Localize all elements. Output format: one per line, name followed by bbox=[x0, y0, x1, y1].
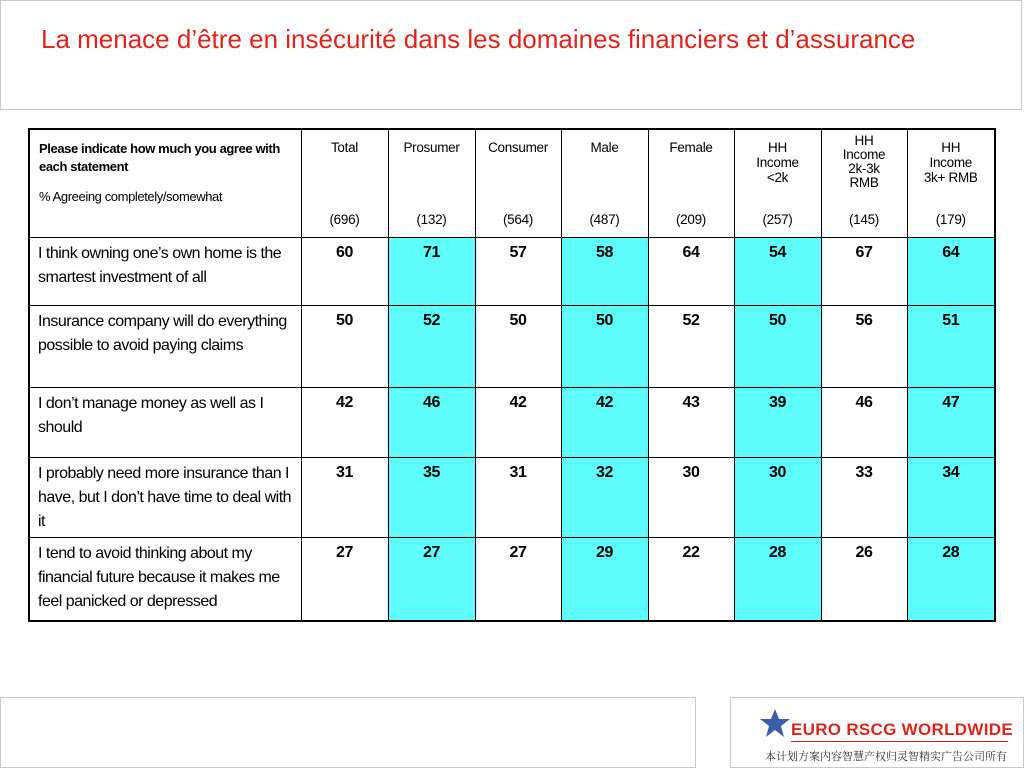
value-cell: 71 bbox=[388, 237, 475, 305]
table-row bbox=[29, 537, 995, 621]
table-row bbox=[29, 457, 995, 537]
title-frame bbox=[0, 0, 1022, 110]
value-cell: 31 bbox=[475, 457, 561, 537]
slide-title: La menace d’être en insécurité dans les domaines financiers et d’assurance bbox=[41, 24, 916, 54]
value-cell: 31 bbox=[301, 457, 388, 537]
value-cell: 27 bbox=[475, 537, 561, 621]
value-cell: 56 bbox=[821, 305, 907, 387]
footer-left-panel bbox=[0, 697, 696, 768]
column-label: HH Income <2k bbox=[756, 140, 799, 185]
copyright-notice: 本计划方案内容智慧产权归灵智精实广告公司所有 bbox=[765, 751, 1007, 763]
column-sample-size: (209) bbox=[675, 212, 706, 227]
column-header-total bbox=[301, 129, 388, 237]
value-cell: 30 bbox=[648, 457, 734, 537]
value-cell: 51 bbox=[907, 305, 995, 387]
column-label: Prosumer bbox=[403, 140, 460, 155]
table-body bbox=[29, 237, 995, 621]
value-cell: 47 bbox=[907, 387, 995, 457]
column-sample-size: (564) bbox=[502, 212, 533, 227]
value-cell: 46 bbox=[821, 387, 907, 457]
value-cell: 42 bbox=[561, 387, 648, 457]
value-cell: 29 bbox=[561, 537, 648, 621]
value-cell: 26 bbox=[821, 537, 907, 621]
value-cell: 52 bbox=[648, 305, 734, 387]
column-label: HH Income 3k+ RMB bbox=[923, 140, 978, 185]
value-cell: 64 bbox=[907, 237, 995, 305]
table-row bbox=[29, 237, 995, 305]
value-cell: 67 bbox=[821, 237, 907, 305]
value-cell: 57 bbox=[475, 237, 561, 305]
column-header-male bbox=[561, 129, 648, 237]
survey-table bbox=[28, 128, 996, 622]
table-row bbox=[29, 305, 995, 387]
value-cell: 28 bbox=[734, 537, 821, 621]
star-icon bbox=[759, 708, 791, 738]
table-row bbox=[29, 387, 995, 457]
column-header-hh-income-under-2k bbox=[734, 129, 821, 237]
column-header-hh-income-3k-plus bbox=[907, 129, 995, 237]
value-cell: 58 bbox=[561, 237, 648, 305]
value-cell: 50 bbox=[301, 305, 388, 387]
survey-table-container bbox=[28, 128, 996, 619]
value-cell: 50 bbox=[734, 305, 821, 387]
value-cell: 50 bbox=[561, 305, 648, 387]
column-label: Female bbox=[669, 140, 713, 155]
value-cell: 22 bbox=[648, 537, 734, 621]
statement-cell: Insurance company will do everything possible to avoid paying claims bbox=[29, 305, 301, 387]
column-header-hh-income-2k-3k bbox=[821, 129, 907, 237]
value-cell: 32 bbox=[561, 457, 648, 537]
question-header-cell bbox=[29, 129, 301, 237]
logo-underline bbox=[791, 741, 1008, 742]
column-label: Total bbox=[330, 140, 359, 155]
company-logo-text: EURO RSCG WORLDWIDE bbox=[791, 720, 1013, 739]
column-sample-size: (179) bbox=[935, 212, 966, 227]
value-cell: 33 bbox=[821, 457, 907, 537]
footer-logo-panel bbox=[730, 697, 1024, 768]
column-sample-size: (487) bbox=[589, 212, 620, 227]
statement-cell: I think owning one’s own home is the smartest investment of all bbox=[29, 237, 301, 305]
column-label: HH Income 2k-3k RMB bbox=[842, 133, 886, 190]
column-sample-size: (132) bbox=[416, 212, 447, 227]
value-cell: 64 bbox=[648, 237, 734, 305]
column-header-female bbox=[648, 129, 734, 237]
statement-cell: I probably need more insurance than I have, but I don’t have time to deal with it bbox=[29, 457, 301, 537]
column-sample-size: (696) bbox=[329, 212, 360, 227]
statement-cell: I tend to avoid thinking about my financial future because it makes me feel panicked or depressed bbox=[29, 537, 301, 621]
value-cell: 34 bbox=[907, 457, 995, 537]
value-cell: 54 bbox=[734, 237, 821, 305]
value-cell: 30 bbox=[734, 457, 821, 537]
value-cell: 35 bbox=[388, 457, 475, 537]
value-cell: 39 bbox=[734, 387, 821, 457]
header-row bbox=[29, 129, 995, 237]
value-cell: 50 bbox=[475, 305, 561, 387]
column-sample-size: (257) bbox=[762, 212, 793, 227]
column-header-consumer bbox=[475, 129, 561, 237]
question-header: Please indicate how much you agree with each statement bbox=[39, 141, 280, 174]
value-cell: 42 bbox=[475, 387, 561, 457]
column-header-prosumer bbox=[388, 129, 475, 237]
question-subheader: % Agreeing completely/somewhat bbox=[39, 189, 223, 204]
value-cell: 52 bbox=[388, 305, 475, 387]
statement-cell: I don’t manage money as well as I should bbox=[29, 387, 301, 457]
value-cell: 46 bbox=[388, 387, 475, 457]
value-cell: 28 bbox=[907, 537, 995, 621]
value-cell: 27 bbox=[301, 537, 388, 621]
column-label: Consumer bbox=[488, 140, 548, 155]
value-cell: 43 bbox=[648, 387, 734, 457]
value-cell: 42 bbox=[301, 387, 388, 457]
column-label: Male bbox=[590, 140, 619, 155]
column-sample-size: (145) bbox=[848, 212, 879, 227]
value-cell: 60 bbox=[301, 237, 388, 305]
value-cell: 27 bbox=[388, 537, 475, 621]
